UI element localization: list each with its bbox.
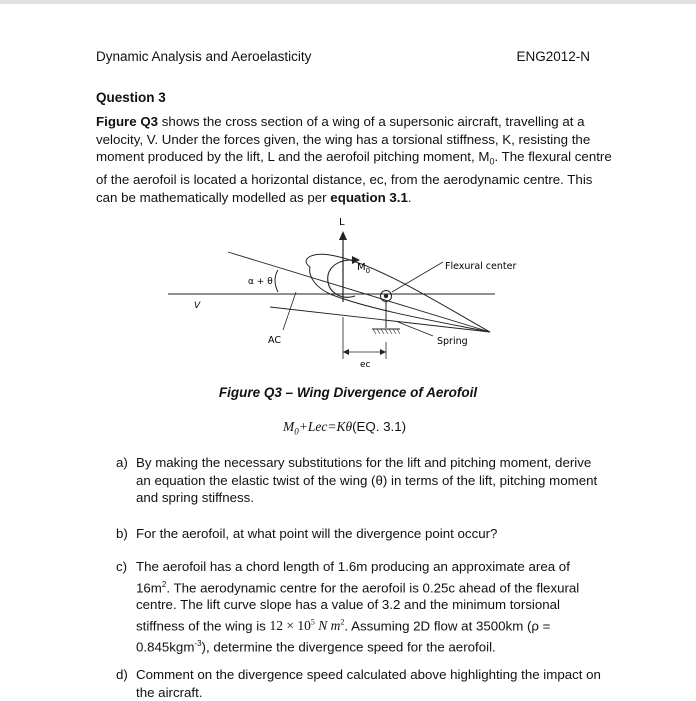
incidence-line-lower [270, 307, 490, 332]
question-part-c [116, 558, 606, 656]
stiffness-unit-exponent: 2 [340, 617, 345, 627]
question-part-d [116, 666, 606, 701]
question-intro [96, 113, 616, 206]
part-c-text [136, 558, 606, 656]
stiffness-exponent: 5 [310, 617, 315, 627]
part-b-label: b) [116, 526, 128, 541]
intro-text-2: . The flexural centre of the aerofoil is located a horizontal distance, ec, from the aerodynamic centre. This can be mathematically modelled as per [96, 149, 612, 205]
ac-leader [283, 292, 296, 330]
ec-arrow-right [380, 349, 386, 355]
question-title: Question 3 [96, 90, 166, 105]
part-d-label: d) [116, 667, 128, 682]
part-c-text-3: . Assuming 2D flow at 3500km (ρ = 0.845kgm [136, 618, 551, 655]
header-course-code: ENG2012-N [516, 49, 590, 64]
spring-leader [398, 322, 433, 336]
figure-caption: Figure Q3 – Wing Divergence of Aerofoil [218, 385, 478, 400]
lift-label: L [339, 217, 345, 228]
part-c-label: c) [116, 559, 128, 574]
spring-label: Spring [437, 336, 468, 347]
flexural-leader [392, 262, 443, 292]
ec-arrow-left [343, 349, 349, 355]
part-a-text: By making the necessary substitutions for the lift and pitching moment, derive an equation the elastic twist of the wing (θ) in terms of the lift, pitching moment and spring stiffness. [136, 455, 598, 505]
ac-label: AC [268, 335, 281, 346]
equation-3-1 [283, 419, 406, 437]
stiffness-unit: N m [314, 618, 341, 634]
spring-ground-hatch [373, 329, 400, 334]
stiffness-base: 12 × 10 [269, 618, 311, 634]
lift-arrowhead [339, 231, 347, 240]
header-course-title: Dynamic Analysis and Aeroelasticity [96, 49, 312, 64]
equation-reference: equation 3.1 [330, 189, 408, 205]
question-part-a [116, 454, 606, 507]
equation-m: M [283, 419, 295, 434]
flexural-center-label: Flexural center [445, 261, 517, 272]
density-exponent: -3 [194, 638, 202, 648]
part-a-label: a) [116, 455, 128, 470]
top-edge-bar [0, 0, 696, 4]
figure-reference: Figure Q3 [96, 114, 159, 129]
pitching-moment-subscript: 0 [365, 267, 371, 275]
part-c-text-2: . The aerodynamic centre for the aerofoil is 0.25c ahead of the flexural centre. The lift curve slope has a value of 3.2 and the minimum torsional stiffness of the wing is [136, 579, 580, 634]
ec-label: ec [360, 360, 371, 370]
part-b-text: For the aerofoil, at what point will the divergence point occur? [136, 526, 498, 541]
pitching-moment-label: $M_0$ [357, 262, 371, 275]
part-c-text-4: ), determine the divergence speed for the aerofoil. [201, 639, 496, 655]
pitching-moment-arc [328, 260, 355, 297]
intro-text-3: . [407, 189, 412, 205]
part-d-text: Comment on the divergence speed calculated above highlighting the impact on the aircraft. [136, 667, 601, 700]
alpha-theta-label: α + θ [248, 277, 273, 287]
equation-m-subscript: 0 [294, 426, 299, 437]
alpha-theta-bracket [275, 270, 278, 292]
wing-divergence-figure [160, 212, 540, 377]
intro-m-subscript: 0 [489, 156, 495, 167]
equation-tag: (EQ. 3.1) [352, 419, 407, 434]
velocity-label: V [194, 301, 201, 311]
flexural-centre-inner [384, 294, 388, 298]
equation-body: +Lec=Kθ [298, 419, 353, 434]
question-part-b [116, 525, 606, 543]
part-c-text-1: The aerofoil has a chord length of 1.6m producing an approximate area of 16m [136, 559, 570, 595]
intro-text-1: shows the cross section of a wing of a supersonic aircraft, travelling at a velocity, V. Under the forces given, the wing has a torsional stiffness, K, resisting the moment produced by the lift, L and the aerofoil pitching moment, M [96, 114, 591, 164]
area-exponent: 2 [161, 579, 167, 589]
